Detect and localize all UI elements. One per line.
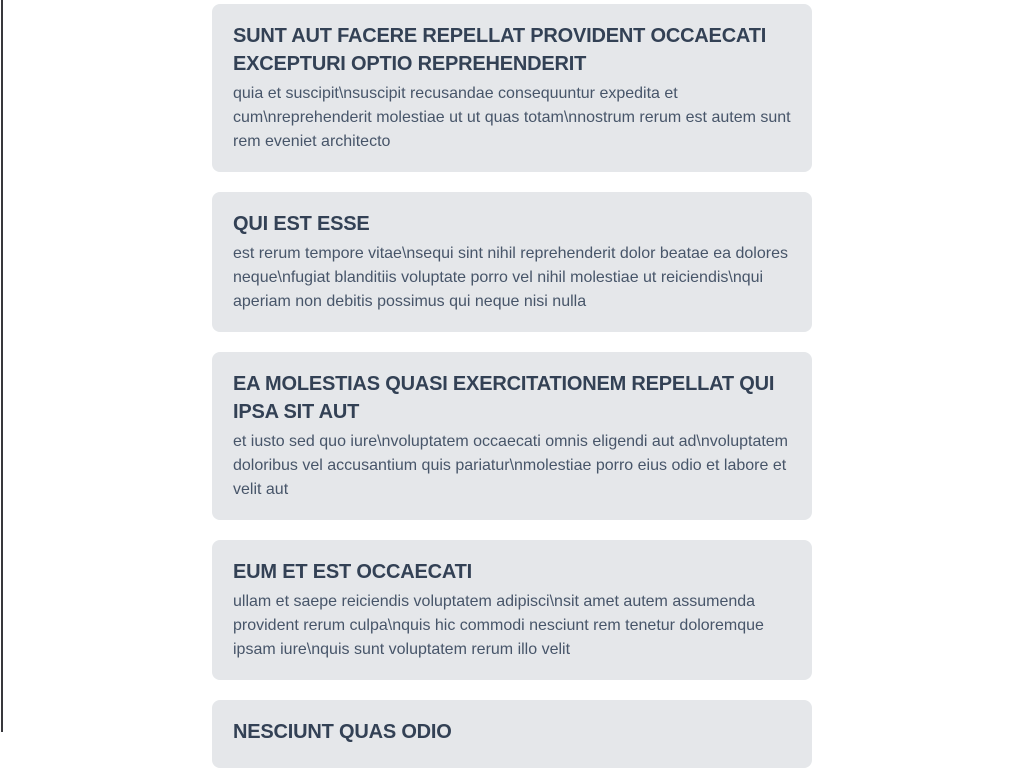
post-body: quia et suscipit\nsuscipit recusandae consequuntur expedita et cum\nreprehenderit molestiae ut ut quas totam\nnostrum rerum est autem sunt rem eveniet architecto (233, 85, 791, 150)
posts-feed[interactable] (212, 0, 812, 768)
post-card (212, 540, 812, 680)
post-body: ullam et saepe reiciendis voluptatem adipisci\nsit amet autem assumenda provident rerum culpa\nquis hic commodi nesciunt rem tenetur doloremque ipsam iure\nquis sunt voluptatem rerum illo velit (233, 593, 764, 658)
post-title: EA MOLESTIAS QUASI EXERCITATIONEM REPELLAT QUI IPSA SIT AUT (233, 373, 775, 423)
post-card (212, 352, 812, 520)
post-card (212, 700, 812, 768)
post-body: est rerum tempore vitae\nsequi sint nihil reprehenderit dolor beatae ea dolores neque\nfugiat blanditiis voluptate porro vel nihil molestiae ut reiciendis\nqui aperiam non debitis possimus qui neque nisi nulla (233, 245, 788, 310)
post-card (212, 192, 812, 332)
left-edge-line (1, 0, 3, 732)
post-title: QUI EST ESSE (233, 213, 370, 235)
post-title: NESCIUNT QUAS ODIO (233, 721, 452, 743)
post-title: EUM ET EST OCCAECATI (233, 561, 472, 583)
post-body: et iusto sed quo iure\nvoluptatem occaecati omnis eligendi aut ad\nvoluptatem doloribus vel accusantium quis pariatur\nmolestiae porro eius odio et labore et velit aut (233, 433, 789, 498)
post-card (212, 4, 812, 172)
post-title: SUNT AUT FACERE REPELLAT PROVIDENT OCCAECATI EXCEPTURI OPTIO REPREHENDERIT (233, 25, 767, 75)
